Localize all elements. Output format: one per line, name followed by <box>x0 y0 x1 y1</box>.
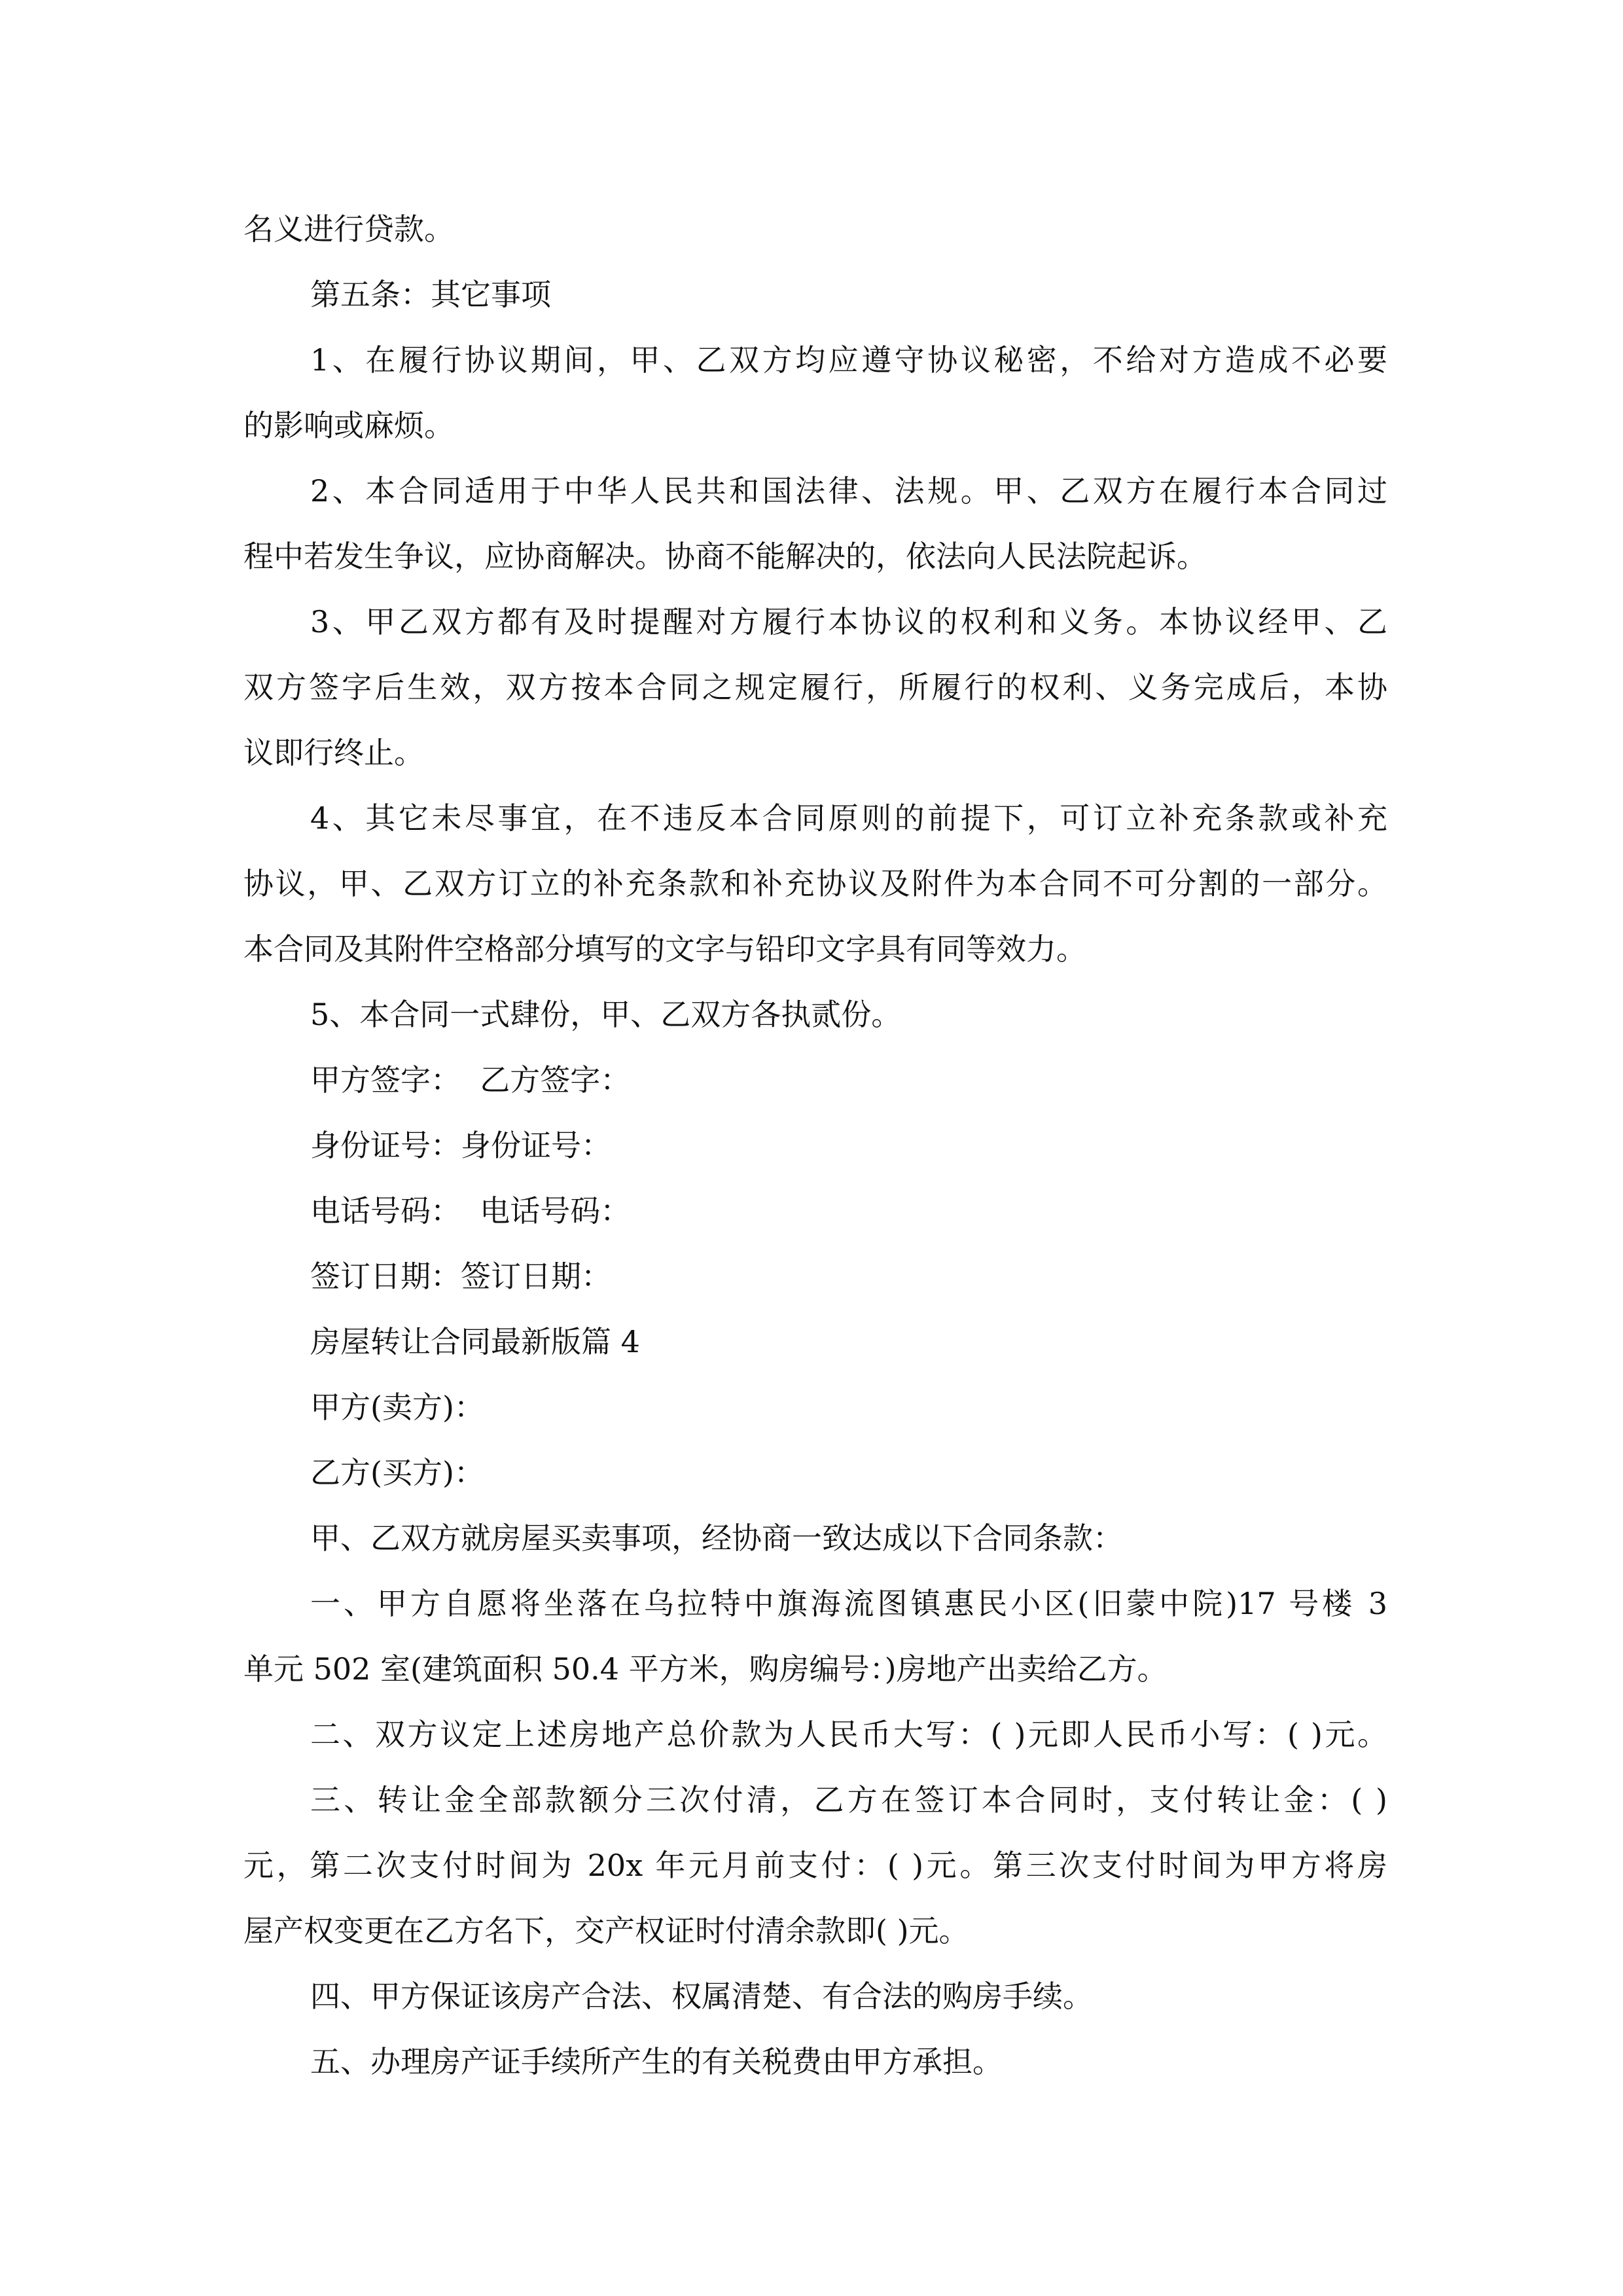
text-line: 单元 502 室(建筑面积 50.4 平方米，购房编号：)房地产出卖给乙方。 <box>243 1651 1168 1687</box>
text-line: 元，第二次支付时间为 20x 年元月前支付：( )元。第三次支付时间为甲方将房 <box>243 1848 1387 1883</box>
text-line: 甲、乙双方就房屋买卖事项，经协商一致达成以下合同条款： <box>310 1520 1123 1556</box>
text-line: 3、甲乙双方都有及时提醒对方履行本协议的权利和义务。本协议经甲、乙 <box>310 604 1387 639</box>
text-line: 的影响或麻烦。 <box>243 408 454 443</box>
sign-date-field-line: 签订日期：签订日期： <box>310 1259 611 1294</box>
section-title: 房屋转让合同最新版篇 4 <box>310 1324 640 1359</box>
id-number-field-line: 身份证号：身份证号： <box>310 1128 611 1163</box>
text-line: 屋产权变更在乙方名下，交产权证时付清余款即( )元。 <box>243 1913 969 1948</box>
section-heading: 第五条：其它事项 <box>310 277 551 312</box>
text-line: 三、转让金全部款额分三次付清，乙方在签订本合同时，支付转让金：( ) <box>310 1782 1387 1818</box>
party-b-line: 乙方(买方)： <box>310 1455 484 1490</box>
phone-field-line: 电话号码： 电话号码： <box>310 1193 631 1229</box>
text-line: 程中若发生争议，应协商解决。协商不能解决的，依法向人民法院起诉。 <box>243 539 1207 574</box>
document-body <box>243 196 1387 2094</box>
text-line: 1、在履行协议期间，甲、乙双方均应遵守协议秘密，不给对方造成不必要 <box>310 342 1387 378</box>
text-line: 议即行终止。 <box>243 735 424 770</box>
text-line: 4、其它未尽事宜，在不违反本合同原则的前提下，可订立补充条款或补充 <box>310 800 1387 836</box>
text-line: 本合同及其附件空格部分填写的文字与铅印文字具有同等效力。 <box>243 931 1086 967</box>
text-line: 2、本合同适用于中华人民共和国法律、法规。甲、乙双方在履行本合同过 <box>310 473 1387 509</box>
text-line: 二、双方议定上述房地产总价款为人民币大写：( )元即人民币小写：( )元。 <box>310 1717 1387 1752</box>
text-line: 协议，甲、乙双方订立的补充条款和补充协议及附件为本合同不可分割的一部分。 <box>243 866 1387 901</box>
text-line: 五、办理房产证手续所产生的有关税费由甲方承担。 <box>310 2044 1003 2079</box>
text-line: 一、甲方自愿将坐落在乌拉特中旗海流图镇惠民小区(旧蒙中院)17 号楼 3 <box>310 1586 1387 1621</box>
party-a-line: 甲方(卖方)： <box>310 1390 484 1425</box>
text-line: 5、本合同一式肆份，甲、乙双方各执贰份。 <box>310 997 902 1032</box>
text-line: 双方签字后生效，双方按本合同之规定履行，所履行的权利、义务完成后，本协 <box>243 670 1387 705</box>
signature-field-line: 甲方签字： 乙方签字： <box>310 1062 631 1098</box>
text-line: 名义进行贷款。 <box>243 211 454 247</box>
text-line: 四、甲方保证该房产合法、权属清楚、有合法的购房手续。 <box>310 1979 1093 2014</box>
